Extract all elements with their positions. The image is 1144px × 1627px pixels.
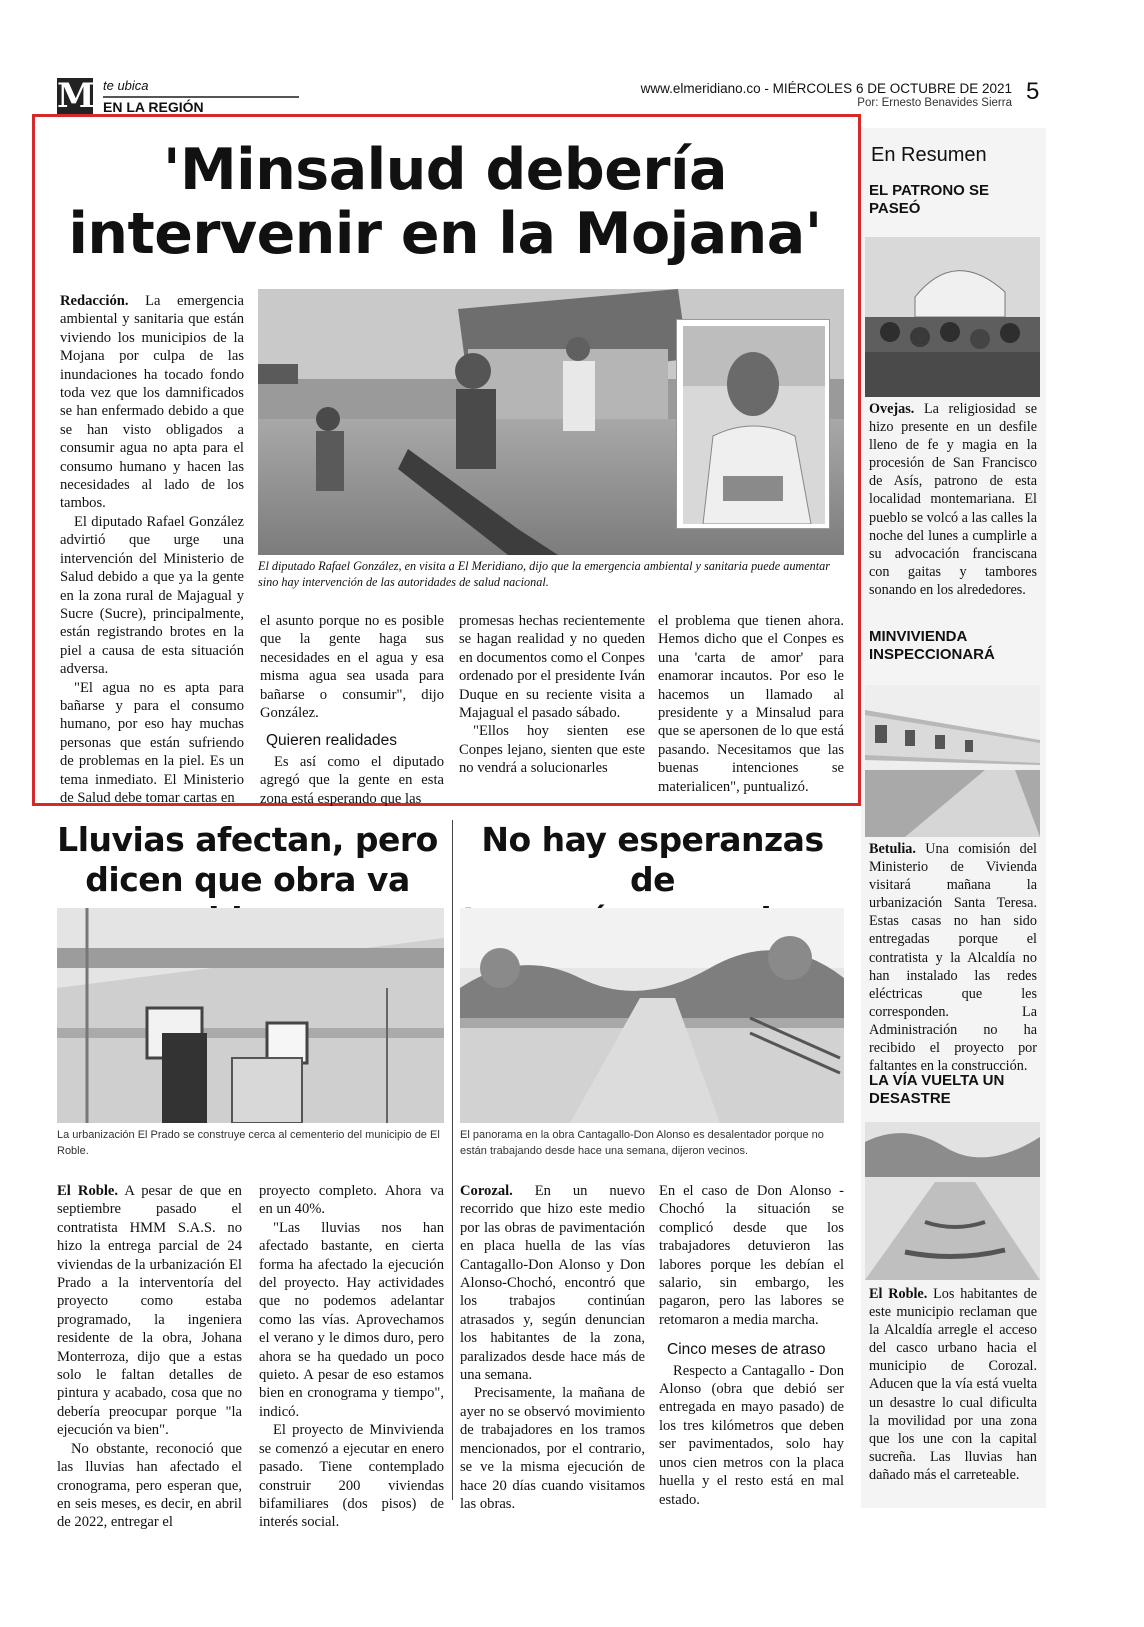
left-headline-line1: Lluvias afectan, pero — [57, 820, 438, 859]
left-caption: La urbanización El Prado se construye cerca al cementerio del municipio de El Roble. — [57, 1129, 440, 1157]
sidebar-item3-photo — [865, 1122, 1040, 1280]
byline: Por: Ernesto Benavides Sierra — [857, 97, 1012, 109]
sidebar-item2-head: MINVIVIENDA INSPECCIONARÁ — [869, 628, 995, 663]
right-lead: Corozal. — [460, 1183, 513, 1199]
sidebar-item1-text — [869, 400, 1037, 599]
main-col-3 — [459, 612, 645, 778]
left-col1-p2: No obstante, reconoció que las lluvias han afectado el cronograma, pero esperan que, en seis meses, es decir, en abril de 2022, entregar el — [57, 1440, 242, 1531]
left-col-2 — [259, 1182, 444, 1532]
right-col1-p1: En un nuevo recorrido que hizo este medio por las obras de pavimentación en placa huella de las vías Cantagallo-Don Alonso y Don Alonso-Chochó, encontró que los trabajos continúan atrasados y, según denuncian los habitantes de la zona, paralizados desde hace más de una semana. — [460, 1183, 645, 1384]
left-col2-p1: proyecto completo. Ahora va en un 40%. — [259, 1183, 444, 1218]
left-col2-p3: El proyecto de Minvivienda se comenzó a ejecutar en enero pasado. Tiene contemplado construir 200 viviendas bifamiliares (dos pisos) de interés social. — [259, 1422, 444, 1531]
right-subhead: Cinco meses de atraso — [667, 1341, 826, 1359]
main-col-4 — [658, 612, 844, 796]
left-lead: El Roble. — [57, 1183, 119, 1199]
main-col-2 — [260, 612, 444, 808]
sidebar-item3-head: LA VÍA VUELTA UN DESASTRE — [869, 1072, 1005, 1107]
main-col2-p2: Es así como el diputado agregó que la gente en esta zona está esperando que las — [260, 753, 444, 807]
right-col2-p2: Respecto a Cantagallo - Don Alonso (obra que debió ser entregada en mayo pasado) de los tres kilómetros que deben ser pavimentados, solo hay unos cien metros con la placa huella y el resto está en mal estado. — [659, 1362, 844, 1508]
sidebar-item3-text — [869, 1285, 1037, 1484]
sidebar-item2-photo — [865, 685, 1040, 837]
sidebar-item2-body: Una comisión del Ministerio de Vivienda visitará mañana la urbanización Santa Teresa. Estas casas no han sido entregadas porque el contratista y la Alcaldía no han instalado las redes eléctricas que les corresponden. La Administración no ha recibido el proyecto por faltantes en la construcción. — [869, 841, 1037, 1075]
right-col-1 — [460, 1182, 645, 1513]
right-col2-p1: En el caso de Don Alonso - Chochó la situación se complicó desde que los trabajadores detuvieron las labores porque les debían el salario, sin embargo, les pagaron, pero las labores se retomaron a media marcha. — [659, 1183, 844, 1328]
right-headline-line1: No hay esperanzas de — [481, 820, 824, 899]
dateline: www.elmeridiano.co - MIÉRCOLES 6 DE OCTUBRE DE 2021 — [640, 81, 1012, 96]
main-col1-p2: El diputado Rafael González advirtió que urge una intervención del Ministerio de Salud debido a que ya la gente en la zona rural de Majagual y Sucre (Sucre), principalmente, están registrando brotes en la piel a causa de esta situación adversa. — [60, 513, 244, 678]
page-number: 5 — [1026, 78, 1040, 105]
right-caption: El panorama en la obra Cantagallo-Don Alonso es desalentador porque no están trabajando desde hace una semana, dijeron vecinos. — [460, 1129, 824, 1157]
sidebar-item1-photo — [865, 237, 1040, 397]
main-lead: Redacción. — [60, 293, 129, 309]
main-headline — [40, 138, 850, 266]
main-headline-line1: 'Minsalud debería — [163, 137, 727, 203]
road-photo — [460, 908, 844, 1123]
logo: M — [57, 76, 95, 116]
sidebar-item3-body: Los habitantes de este municipio reclaman que la Alcaldía arregle el acceso del casco urbano hacia el municipio de Corozal. Aducen que la vía está vuelta un desastre lo cual dificulta la movilidad por una zona que los une con la capital sucreña. Las lluvias han dañado más el carreteable. — [869, 1286, 1037, 1483]
damaged-road-photo — [865, 1122, 1040, 1280]
sidebar-item1-body: La religiosidad se hizo presente en un desfile lleno de fe y magia en la procesión de San Francisco de Asís, patrono de esta localidad montemariana. El pueblo se volcó a las calles la noche del lunes a cumplirle a su advocación franciscana con gaitas y tambores sonando en los alrededores. — [869, 401, 1037, 598]
right-photo — [460, 908, 844, 1123]
main-col1-p1: La emergencia ambiental y sanitaria que están viviendo los municipios de la Mojana por culpa de las inundaciones ha tocado fondo toda vez que los damnificados se han enfermado debido a que se han visto obligados a consumir agua no apta para el consumo humano y hacen las necesidades al lado de los tambos. — [60, 293, 244, 512]
main-headline-line2: intervenir en la Mojana' — [68, 201, 822, 267]
main-col-1 — [60, 292, 244, 807]
right-col-2 — [659, 1182, 844, 1509]
left-headline-line2: dicen que obra va — [85, 860, 410, 899]
column-divider — [452, 820, 453, 1500]
left-col1-p1: A pesar de que en septiembre pasado el contratista HMM S.A.S. no hizo la entrega parcial de 24 viviendas de la urbanización El Prado a la interventoría del proyecto como estaba programado, la ingeniera residente de la obra, Johana Monterroza, dijo que a estas solo le faltan detalles de pintura y acabado, cosa que no debería preocupar porque "la ejecución va bien". — [57, 1183, 242, 1439]
deputy-inset-photo — [676, 319, 830, 529]
tagline-rule — [103, 96, 299, 98]
sidebar-item2-lead: Betulia. — [869, 841, 916, 857]
sidebar-item1-lead: Ovejas. — [869, 401, 915, 417]
left-col2-p2: "Las lluvias nos han afectado bastante, en cierta forma ha afectado la ejecución del proyecto. Hay actividades que no podemos adelantar como las vías. Aprovechamos el verano y le dimos duro, pero ahora se ha quedado un poco quieto. A pesar de eso estamos bien en cronograma y tiempo", indicó. — [259, 1219, 444, 1420]
main-col3-p1: promesas hechas recientemente se hagan realidad y no queden en documentos como el Conpes ordenado por el presidente Iván Duque en su reciente visita a Majagual el pasado sábado. — [459, 613, 645, 722]
main-col2-p1: el asunto porque no es posible que la gente haga sus necesidades en el agua y esa misma agua sea usada para bañarse o consumir", dijo González. — [260, 613, 444, 722]
main-subhead: Quieren realidades — [266, 732, 397, 750]
left-photo — [57, 908, 444, 1123]
sidebar-title: En Resumen — [871, 144, 987, 166]
procession-photo — [865, 237, 1040, 397]
sidebar-item1-head: EL PATRONO SE PASEÓ — [869, 182, 990, 217]
sidebar-item2-text — [869, 840, 1037, 1075]
main-caption: El diputado Rafael González, en visita a El Meridiano, dijo que la emergencia ambiental y sanitaria puede aumentar sino hay intervención de las autoridades de salud nacional. — [258, 559, 830, 589]
main-photo — [258, 289, 844, 555]
sidebar-item3-lead: El Roble. — [869, 1286, 928, 1302]
left-col-1 — [57, 1182, 242, 1532]
right-col1-p2: Precisamente, la mañana de ayer no se observó movimiento de trabajadores en los tramos mencionados, por el contrario, se ve la misma ejecución de hace 20 días cuando visitamos las obras. — [460, 1385, 645, 1512]
construction-photo — [57, 908, 444, 1123]
main-col4-p1: el problema que tienen ahora. Hemos dicho que el Conpes es una 'carta de amor' para enamorar incautos. Por eso le hacemos un llamado al presidente y a Minsalud para que se apersonen de lo que está pasando. Necesitamos que las buenas intenciones se materialicen", puntualizó. — [658, 613, 844, 795]
housing-photo — [865, 685, 1040, 837]
section-label: EN LA REGIÓN — [103, 99, 204, 115]
main-col3-p2: "Ellos hoy sienten ese Conpes lejano, sienten que este no vendrá a solucionarles — [459, 723, 645, 777]
tagline: te ubica — [103, 78, 149, 93]
main-col1-p3: "El agua no es apta para bañarse y para el consumo humano, por eso hay muchas personas que están sufriendo de problemas en la piel. Es un tema inmediato. El Ministerio de Salud debe tomar cartas en — [60, 679, 244, 806]
